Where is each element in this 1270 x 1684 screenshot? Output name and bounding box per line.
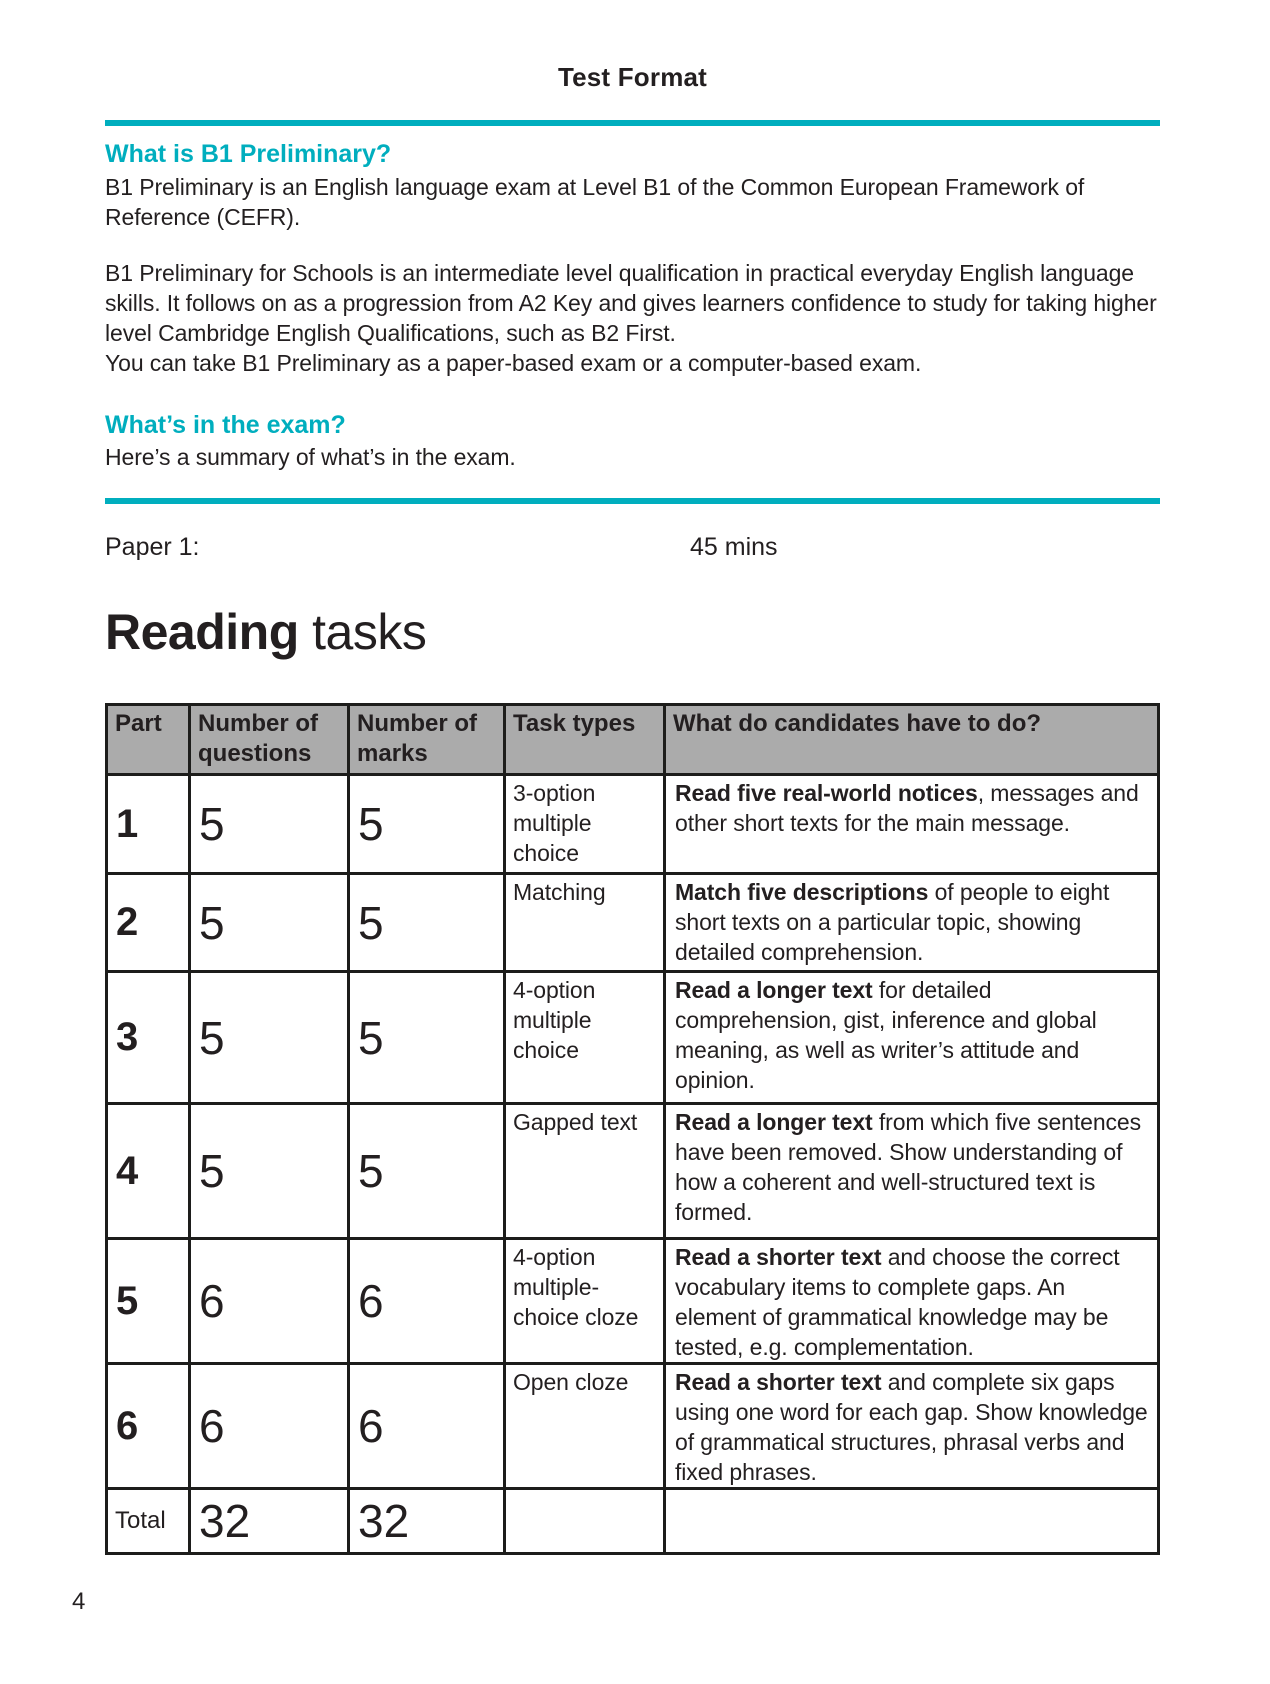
questions-count: 6 bbox=[190, 1364, 349, 1489]
paragraph-what-is: B1 Preliminary is an English language exam at Level B1 of the Common European Framework of Reference (CEFR). bbox=[105, 174, 1085, 230]
reading-tasks-table bbox=[105, 703, 1160, 1555]
reading-tasks-heading bbox=[105, 604, 1160, 660]
paper-label: Paper 1: bbox=[105, 533, 200, 561]
header-what-to-do: What do candidates have to do? bbox=[665, 705, 1159, 775]
teal-divider-middle bbox=[105, 498, 1160, 504]
task-type: 4-option multiple-choice cloze bbox=[505, 1239, 665, 1364]
table-row-part-2 bbox=[107, 874, 1159, 972]
questions-count: 5 bbox=[190, 1104, 349, 1239]
total-questions: 32 bbox=[190, 1489, 349, 1554]
section-heading-whats-in-exam: What’s in the exam? bbox=[105, 411, 346, 439]
header-task-types: Task types bbox=[505, 705, 665, 775]
header-questions: Number of questions bbox=[190, 705, 349, 775]
part-number: 4 bbox=[107, 1104, 190, 1239]
teal-divider-top bbox=[105, 120, 1160, 126]
task-description-bold: Match five descriptions bbox=[675, 879, 929, 905]
task-description-rest: , messages and other short texts for the main message. bbox=[675, 780, 1139, 836]
task-description-rest: from which five sentences have been removed. Show understanding of how a coherent and well-structured text is formed. bbox=[675, 1109, 1141, 1225]
paragraph-for-schools: B1 Preliminary for Schools is an intermediate level qualification in practical everyday English language skills. It follows on as a progression from A2 Key and gives learners confidence to study for taking higher level Cambridge English Qualifications, such as B2 First. bbox=[105, 260, 1157, 346]
marks-count: 5 bbox=[349, 874, 505, 972]
total-label: Total bbox=[107, 1489, 190, 1554]
page-title: Test Format bbox=[557, 62, 708, 92]
header-part: Part bbox=[107, 705, 190, 775]
task-description bbox=[665, 775, 1159, 874]
marks-count: 6 bbox=[349, 1364, 505, 1489]
reading-heading-bold: Reading bbox=[105, 604, 299, 660]
paragraph-exam-modes: You can take B1 Preliminary as a paper-based exam or a computer-based exam. bbox=[105, 350, 922, 376]
page-number: 4 bbox=[72, 1588, 86, 1615]
marks-count: 6 bbox=[349, 1239, 505, 1364]
task-description-bold: Read a longer text bbox=[675, 1109, 873, 1135]
task-description-bold: Read a longer text bbox=[675, 977, 873, 1003]
task-description-rest: for detailed comprehension, gist, inference and global meaning, as well as writer’s attitude and opinion. bbox=[675, 977, 1097, 1093]
part-number: 5 bbox=[107, 1239, 190, 1364]
task-description-bold: Read a shorter text bbox=[675, 1244, 882, 1270]
questions-count: 5 bbox=[190, 775, 349, 874]
task-description bbox=[665, 874, 1159, 972]
part-number: 3 bbox=[107, 972, 190, 1104]
part-number: 6 bbox=[107, 1364, 190, 1489]
task-type: Gapped text bbox=[505, 1104, 665, 1239]
questions-count: 5 bbox=[190, 972, 349, 1104]
task-type: Matching bbox=[505, 874, 665, 972]
header-marks: Number of marks bbox=[349, 705, 505, 775]
total-marks: 32 bbox=[349, 1489, 505, 1554]
part-number: 2 bbox=[107, 874, 190, 972]
reading-heading-light: tasks bbox=[298, 604, 427, 660]
task-description-rest: and complete six gaps using one word for each gap. Show knowledge of grammatical structures, phrasal verbs and fixed phrases. bbox=[675, 1369, 1148, 1485]
task-description bbox=[665, 1364, 1159, 1489]
paper-duration: 45 mins bbox=[690, 533, 778, 561]
task-type: 3-option multiple choice bbox=[505, 775, 665, 874]
task-description-rest: and choose the correct vocabulary items to complete gaps. An element of grammatical knowledge may be tested, e.g. complementation. bbox=[675, 1244, 1120, 1360]
task-description-rest: of people to eight short texts on a particular topic, showing detailed comprehension. bbox=[675, 879, 1110, 965]
questions-count: 6 bbox=[190, 1239, 349, 1364]
task-description-bold: Read five real-world notices bbox=[675, 780, 978, 806]
page-content bbox=[105, 62, 1160, 1555]
marks-count: 5 bbox=[349, 972, 505, 1104]
marks-count: 5 bbox=[349, 1104, 505, 1239]
marks-count: 5 bbox=[349, 775, 505, 874]
total-task-empty bbox=[505, 1489, 665, 1554]
table-row-part-3 bbox=[107, 972, 1159, 1104]
task-description bbox=[665, 1239, 1159, 1364]
table-row-part-5 bbox=[107, 1239, 1159, 1364]
paper-info-row bbox=[105, 532, 1160, 562]
task-type: Open cloze bbox=[505, 1364, 665, 1489]
task-description bbox=[665, 1104, 1159, 1239]
table-total-row bbox=[107, 1489, 1159, 1554]
task-description bbox=[665, 972, 1159, 1104]
table-row-part-4 bbox=[107, 1104, 1159, 1239]
table-row-part-6 bbox=[107, 1364, 1159, 1489]
total-description-empty bbox=[665, 1489, 1159, 1554]
exam-summary-intro: Here’s a summary of what’s in the exam. bbox=[105, 444, 516, 470]
task-description-bold: Read a shorter text bbox=[675, 1369, 882, 1395]
task-type: 4-option multiple choice bbox=[505, 972, 665, 1104]
section-heading-what-is: What is B1 Preliminary? bbox=[105, 140, 392, 168]
table-row-part-1 bbox=[107, 775, 1159, 874]
part-number: 1 bbox=[107, 775, 190, 874]
table-header-row bbox=[107, 705, 1159, 775]
questions-count: 5 bbox=[190, 874, 349, 972]
